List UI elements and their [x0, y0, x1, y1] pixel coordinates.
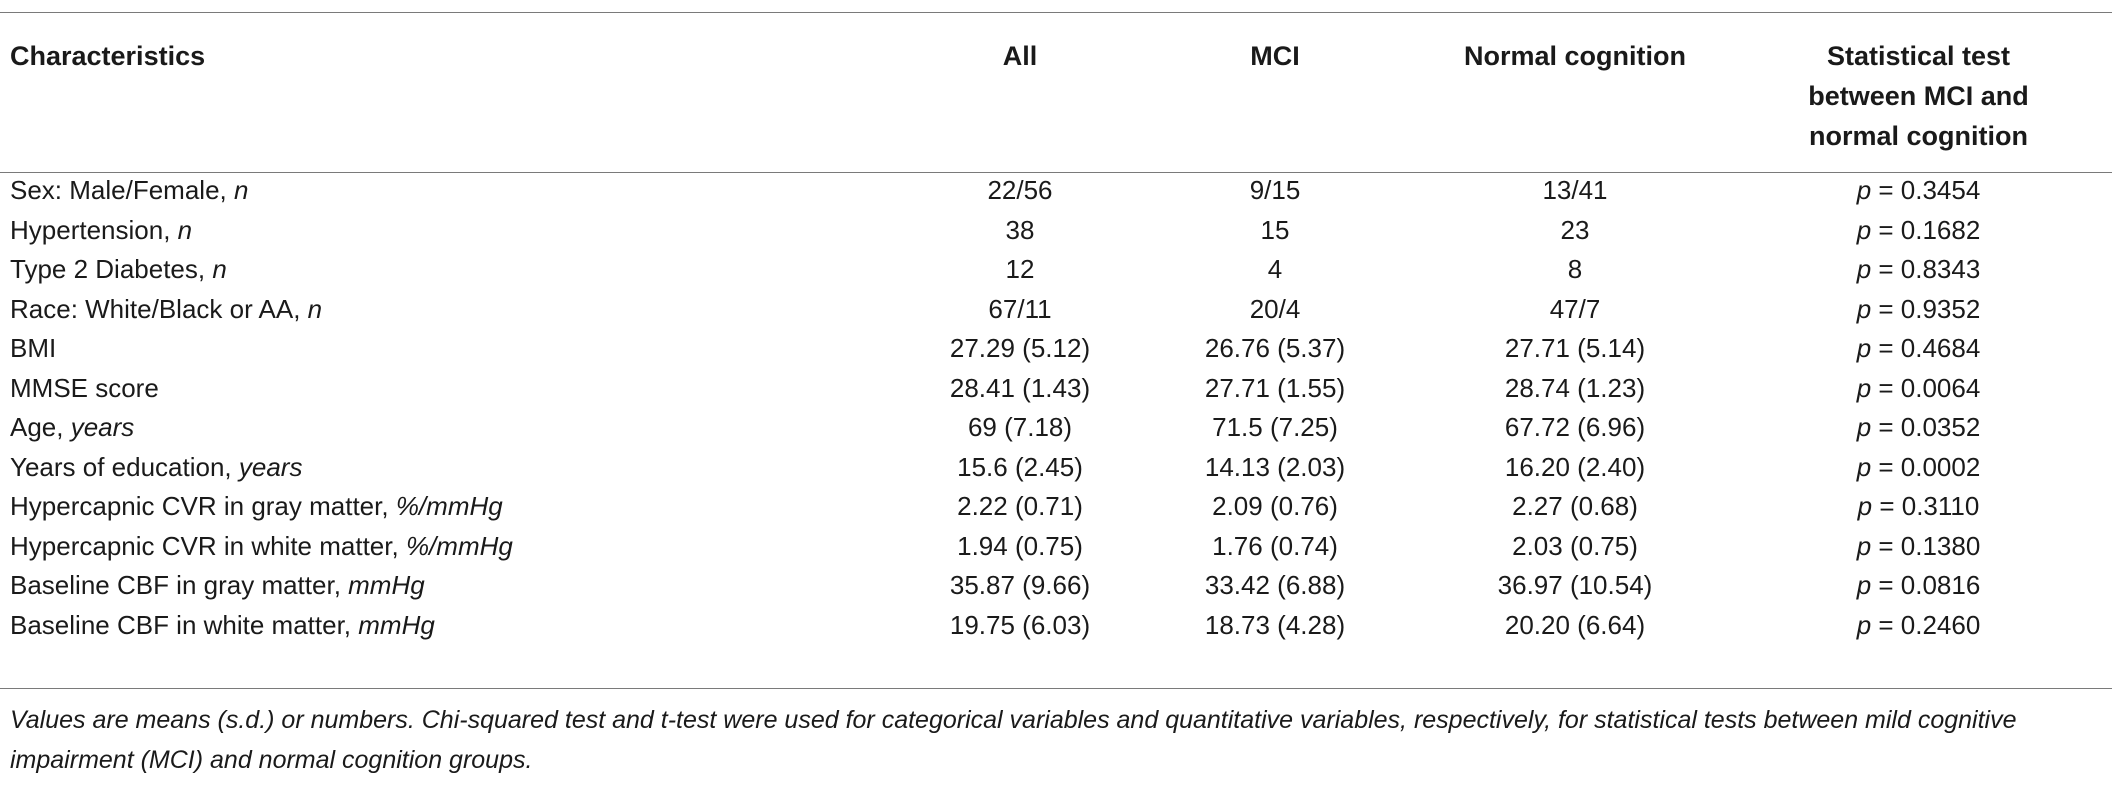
p-symbol: p — [1856, 214, 1872, 245]
cell-normal-cognition: 2.03 (0.75) — [1512, 530, 1638, 561]
table-row — [0, 448, 2112, 488]
row-label-text: Baseline CBF in gray matter, — [10, 570, 349, 600]
cell-p-value — [1725, 329, 2112, 369]
row-label — [0, 487, 915, 527]
row-label-text: Hypertension, — [10, 214, 178, 245]
table-header — [0, 14, 2112, 171]
cell-all: 69 (7.18) — [967, 412, 1073, 442]
cell-mci: 14.13 (2.03) — [1204, 451, 1346, 482]
cell-normal-cognition: 8 — [1567, 254, 1583, 284]
table-footnote: Values are means (s.d.) or numbers. Chi-squared test and t-test were used for categorical variables and quantitative variables, respectively, for statistical tests between mild cognitive impairment (MCI) and normal cognition groups. — [10, 706, 2017, 774]
cell-all: 19.75 (6.03) — [949, 609, 1091, 640]
cell-mci: 26.76 (5.37) — [1204, 333, 1346, 363]
row-label — [0, 290, 915, 330]
cell-normal-cognition: 47/7 — [1549, 293, 1601, 324]
row-label — [0, 329, 915, 369]
p-value: = 0.0352 — [1871, 412, 1981, 442]
p-value: = 0.2460 — [1871, 609, 1981, 640]
p-value: = 0.3110 — [1872, 491, 1980, 521]
row-label — [0, 250, 915, 290]
table-row — [0, 606, 2112, 646]
row-label-unit: %/mmHg — [395, 491, 503, 521]
row-label-unit: %/mmHg — [405, 530, 513, 561]
table-row — [0, 250, 2112, 290]
cell-normal-cognition: 2.27 (0.68) — [1512, 491, 1638, 521]
cell-mci: 4 — [1267, 254, 1283, 284]
cell-normal-cognition: 20.20 (6.64) — [1504, 609, 1646, 640]
cell-all: 12 — [1005, 254, 1035, 284]
p-symbol: p — [1856, 530, 1872, 561]
header-test-line3: normal cognition — [1809, 121, 2028, 151]
cell-mci: 15 — [1260, 214, 1290, 245]
cell-p-value — [1725, 408, 2112, 448]
row-label — [0, 211, 915, 251]
cell-mci: 9/15 — [1249, 175, 1301, 205]
p-symbol: p — [1856, 609, 1872, 640]
cell-p-value — [1725, 487, 2112, 527]
table-row — [0, 171, 2112, 211]
table-row — [0, 329, 2112, 369]
row-label-text: Years of education, — [10, 451, 239, 482]
p-symbol: p — [1857, 491, 1873, 521]
header-normal-cognition: Normal cognition — [1464, 41, 1686, 71]
p-symbol: p — [1856, 333, 1872, 363]
row-label-unit: years — [238, 451, 303, 482]
header-test-line2: between MCI and — [1808, 81, 2029, 111]
cell-all: 27.29 (5.12) — [949, 333, 1091, 363]
row-label-text: Age, — [10, 412, 71, 442]
p-symbol: p — [1856, 412, 1872, 442]
cell-all: 15.6 (2.45) — [957, 451, 1083, 482]
cell-mci: 27.71 (1.55) — [1204, 372, 1346, 403]
row-label-text: Hypercapnic CVR in gray matter, — [10, 491, 396, 521]
cell-p-value — [1725, 369, 2112, 409]
row-label-unit: n — [177, 214, 193, 245]
cell-normal-cognition: 28.74 (1.23) — [1504, 372, 1646, 403]
cell-normal-cognition: 16.20 (2.40) — [1504, 451, 1646, 482]
row-label — [0, 606, 915, 646]
row-label-text: Baseline CBF in white matter, — [10, 609, 359, 640]
cell-normal-cognition: 23 — [1560, 214, 1590, 245]
cell-normal-cognition: 13/41 — [1542, 175, 1608, 205]
table-row — [0, 527, 2112, 567]
p-value: = 0.3454 — [1871, 175, 1981, 205]
row-label — [0, 171, 915, 211]
table-row — [0, 408, 2112, 448]
cell-p-value — [1725, 527, 2112, 567]
p-symbol: p — [1856, 175, 1872, 205]
p-value: = 0.0816 — [1871, 570, 1981, 600]
row-label-text: BMI — [10, 333, 57, 363]
cell-all: 28.41 (1.43) — [949, 372, 1091, 403]
table-row — [0, 211, 2112, 251]
row-label-text: Type 2 Diabetes, — [10, 254, 213, 284]
row-label-text: Sex: Male/Female, — [10, 175, 234, 205]
characteristics-table — [0, 14, 2112, 645]
row-label — [0, 527, 915, 567]
p-value: = 0.1682 — [1871, 214, 1981, 245]
table-row — [0, 487, 2112, 527]
row-label — [0, 448, 915, 488]
cell-mci: 18.73 (4.28) — [1204, 609, 1346, 640]
cell-p-value — [1725, 211, 2112, 251]
row-label-unit: mmHg — [358, 609, 435, 640]
table-row — [0, 566, 2112, 606]
bottom-rule — [0, 688, 2112, 689]
cell-all: 1.94 (0.75) — [957, 530, 1083, 561]
cell-all: 38 — [1005, 214, 1035, 245]
cell-all: 35.87 (9.66) — [949, 570, 1091, 600]
cell-all: 22/56 — [987, 175, 1053, 205]
cell-mci: 71.5 (7.25) — [1212, 412, 1338, 442]
p-value: = 0.0002 — [1871, 451, 1981, 482]
row-label — [0, 369, 915, 409]
cell-normal-cognition: 67.72 (6.96) — [1504, 412, 1646, 442]
table-row — [0, 290, 2112, 330]
table-row — [0, 369, 2112, 409]
cell-p-value — [1725, 566, 2112, 606]
row-label — [0, 566, 915, 606]
header-test-line1: Statistical test — [1826, 41, 2011, 71]
cell-p-value — [1725, 171, 2112, 211]
row-label — [0, 408, 915, 448]
p-symbol: p — [1856, 293, 1872, 324]
p-symbol: p — [1856, 570, 1872, 600]
row-label-text: MMSE score — [10, 372, 159, 403]
cell-mci: 20/4 — [1249, 293, 1301, 324]
row-label-unit: n — [233, 175, 249, 205]
cell-p-value — [1725, 250, 2112, 290]
cell-p-value — [1725, 606, 2112, 646]
header-statistical-test — [1725, 14, 2112, 171]
p-symbol: p — [1856, 254, 1872, 284]
cell-all: 2.22 (0.71) — [957, 491, 1083, 521]
row-label-unit: mmHg — [348, 570, 425, 600]
header-mci: MCI — [1250, 41, 1300, 71]
cell-p-value — [1725, 290, 2112, 330]
cell-mci: 1.76 (0.74) — [1212, 530, 1338, 561]
header-all: All — [1002, 41, 1038, 71]
cell-normal-cognition: 36.97 (10.54) — [1497, 570, 1653, 600]
cell-all: 67/11 — [988, 293, 1052, 324]
row-label-text: Race: White/Black or AA, — [10, 293, 308, 324]
p-value: = 0.8343 — [1871, 254, 1981, 284]
p-value: = 0.9352 — [1871, 293, 1981, 324]
row-label-unit: years — [70, 412, 135, 442]
p-value: = 0.4684 — [1871, 333, 1981, 363]
header-row — [0, 14, 2112, 171]
cell-mci: 2.09 (0.76) — [1212, 491, 1338, 521]
top-rule — [0, 12, 2112, 13]
table-body — [0, 171, 2112, 645]
header-characteristics: Characteristics — [10, 41, 206, 71]
p-symbol: p — [1856, 451, 1872, 482]
cell-p-value — [1725, 448, 2112, 488]
row-label-text: Hypercapnic CVR in white matter, — [10, 530, 406, 561]
p-value: = 0.1380 — [1871, 530, 1981, 561]
row-label-unit: n — [307, 293, 323, 324]
cell-normal-cognition: 27.71 (5.14) — [1504, 333, 1646, 363]
row-label-unit: n — [212, 254, 227, 284]
p-value: = 0.0064 — [1871, 372, 1981, 403]
cell-mci: 33.42 (6.88) — [1204, 570, 1346, 600]
p-symbol: p — [1856, 372, 1872, 403]
